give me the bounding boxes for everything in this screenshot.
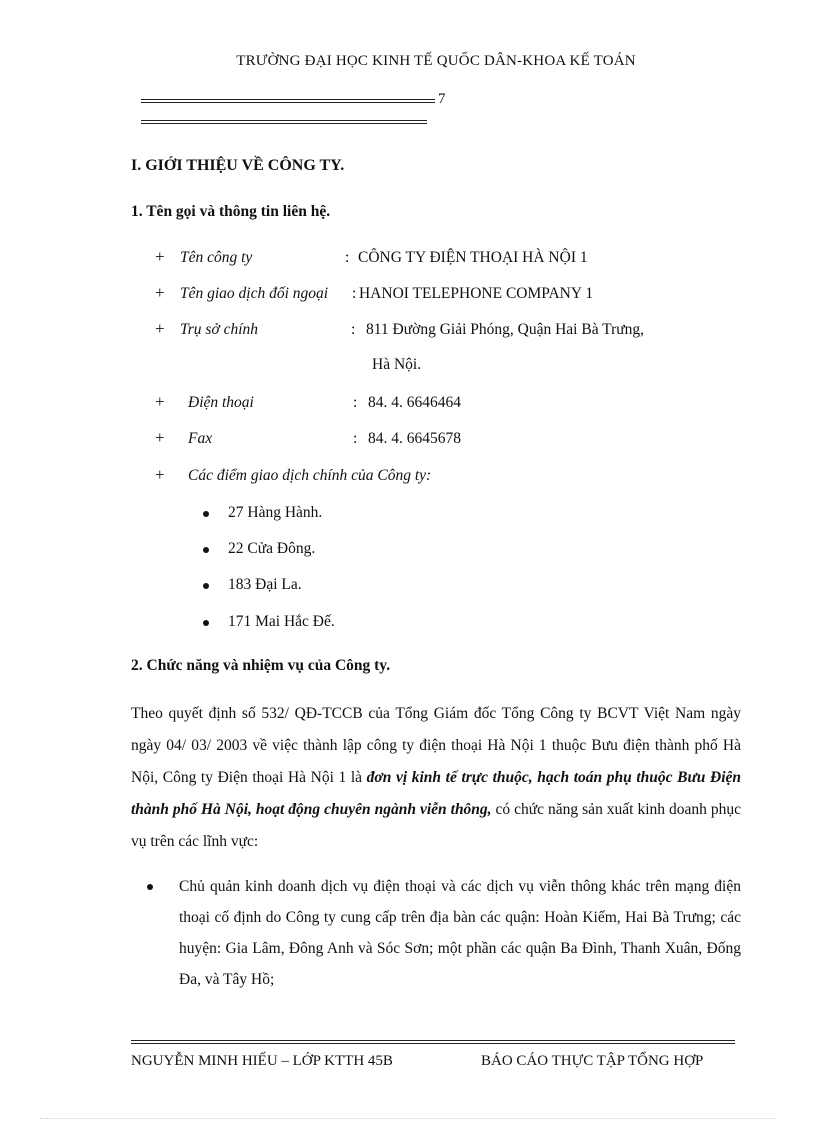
phone-value: 84. 4. 6646464 — [368, 394, 461, 411]
bullet-icon — [203, 547, 209, 553]
footer-rule-2 — [131, 1043, 735, 1044]
company-name-value: CÔNG TY ĐIỆN THOẠI HÀ NỘI 1 — [358, 249, 588, 266]
plus-marker: + — [155, 465, 165, 484]
subsection-1-title: 1. Tên gọi và thông tin liên hệ. — [131, 203, 331, 220]
header-rule-1 — [141, 99, 435, 100]
phone-sep: : — [353, 394, 358, 411]
head-office-value-line2: Hà Nội. — [372, 356, 422, 373]
function-bullet-1: Chủ quản kinh doanh dịch vụ điện thoại và các dịch vụ viễn thông khác trên mạng điện thoại cố định do Công ty cung cấp trên địa bàn các quận: Hoàn Kiếm, Hai Bà Trưng; các huyện: Gia Lâm, Đông Anh và Sóc Sơn; một phần các quận Ba Đình, Thanh Xuân, Đống Đa, và Tây Hồ; — [179, 878, 741, 988]
footer-rule-1 — [131, 1040, 735, 1041]
fax-value: 84. 4. 6645678 — [368, 430, 461, 447]
trade-name-sep: : — [352, 285, 357, 302]
paragraph-emphasis: đơn vị kinh tế trực thuộc, hạch toán phụ thuộc Bưu Điện thành phố Hà Nội, hoạt động chuyên ngành viễn thông, — [131, 769, 741, 818]
trade-name-value: HANOI TELEPHONE COMPANY 1 — [359, 285, 594, 302]
head-office-label: Trụ sở chính — [180, 321, 259, 338]
bullet-icon — [203, 511, 209, 517]
header-rule-3 — [141, 120, 427, 121]
header-title: TRƯỜNG ĐẠI HỌC KINH TẾ QUỐC DÂN-KHOA KẾ TOÁN — [236, 53, 636, 69]
location-item: 171 Mai Hắc Đế. — [228, 613, 335, 630]
page-bottom-dotted-line — [40, 1118, 776, 1119]
phone-label: Điện thoại — [188, 394, 254, 411]
fax-sep: : — [353, 430, 358, 447]
function-paragraph — [131, 698, 741, 858]
fax-label: Fax — [188, 430, 213, 447]
page-number: 7 — [438, 91, 446, 107]
location-item: 22 Cửa Đông. — [228, 540, 316, 557]
locations-label: Các điểm giao dịch chính của Công ty: — [188, 467, 432, 484]
company-name-sep: : — [345, 249, 350, 266]
plus-marker: + — [155, 319, 165, 338]
section-title: I. GIỚI THIỆU VỀ CÔNG TY. — [131, 157, 345, 174]
location-item: 27 Hàng Hành. — [228, 504, 323, 521]
bullet-icon — [147, 884, 153, 890]
head-office-sep: : — [351, 321, 356, 338]
trade-name-label: Tên giao dịch đối ngoại — [180, 285, 329, 302]
footer-author: NGUYỄN MINH HIẾU – LỚP KTTH 45B — [131, 1053, 393, 1069]
company-name-label: Tên công ty — [180, 249, 253, 266]
header-rule-4 — [141, 123, 427, 124]
subsection-2-title: 2. Chức năng và nhiệm vụ của Công ty. — [131, 657, 391, 674]
head-office-value: 811 Đường Giải Phóng, Quận Hai Bà Trưng, — [366, 321, 645, 338]
section-title-wrap — [131, 157, 344, 175]
plus-marker: + — [155, 392, 165, 411]
plus-marker: + — [155, 247, 165, 266]
paragraph-text: Theo quyết định số 532/ QĐ-TCCB của Tổng Giám đốc Tổng Công ty BCVT Việt Nam ngày ngày 04/ 03/ 2003 về việc thành lập công ty điện thoại Hà Nội 1 thuộc Bưu điện thành phố Hà Nội, Công ty Điện thoại Hà Nội 1 là — [131, 705, 741, 786]
plus-marker: + — [155, 283, 165, 302]
location-item: 183 Đại La. — [228, 576, 302, 593]
header-rule-2 — [141, 102, 435, 103]
bullet-icon — [203, 583, 209, 589]
footer-report-title: BÁO CÁO THỰC TẬP TỔNG HỢP — [481, 1053, 704, 1069]
bullet-icon — [203, 620, 209, 626]
plus-marker: + — [155, 428, 165, 447]
paragraph-text-end: có chức năng sản xuất kinh doanh phục vụ trên các lĩnh vực: — [131, 801, 741, 850]
